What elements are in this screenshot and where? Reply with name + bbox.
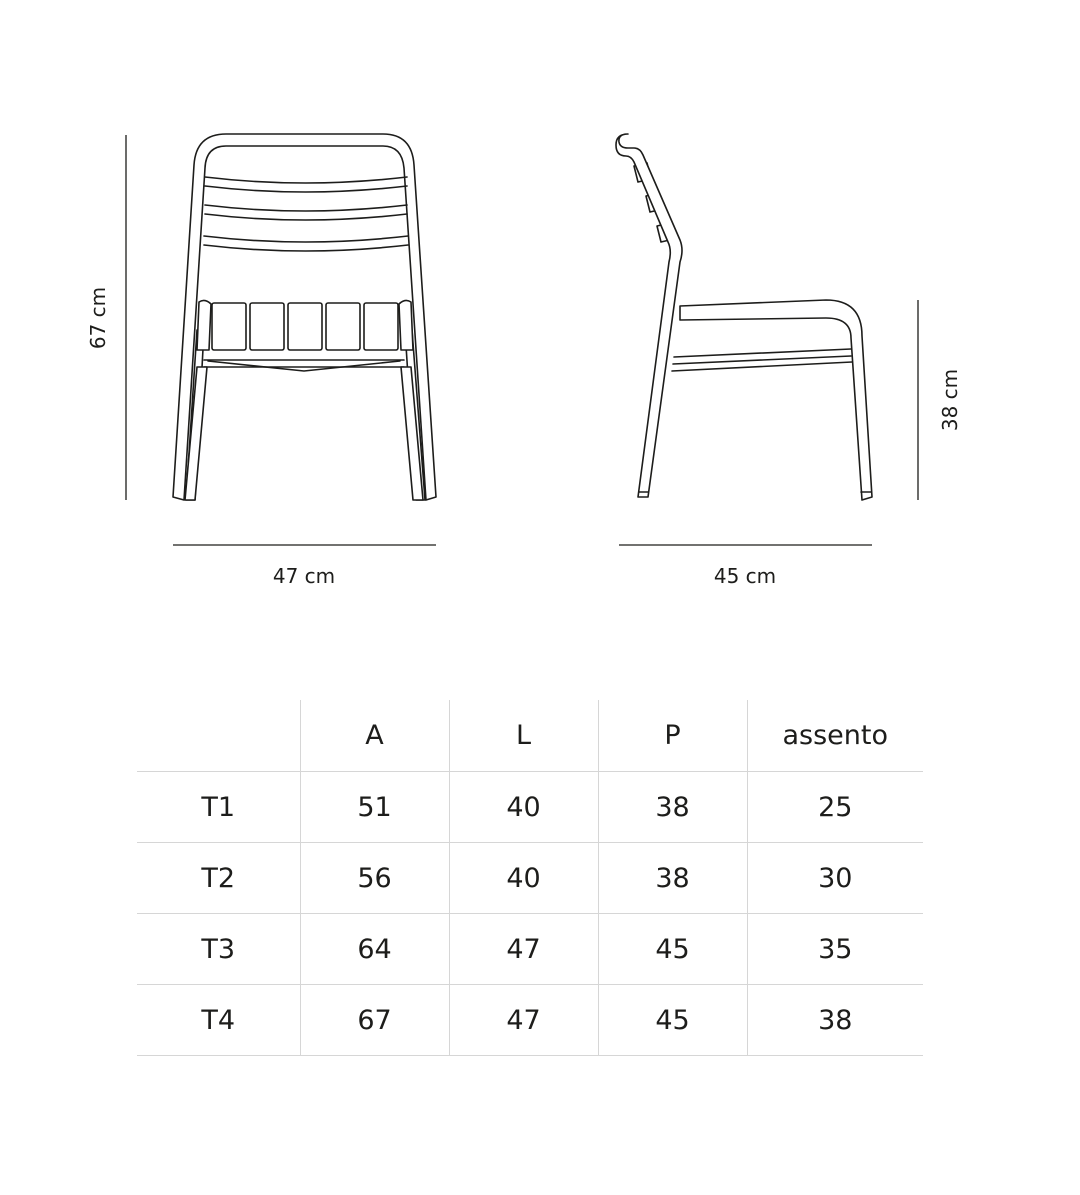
- header-cell-assento: assento: [747, 700, 923, 772]
- table-cell: 38: [598, 772, 747, 843]
- side-chair-drawing: [616, 134, 872, 500]
- table-cell: 35: [747, 914, 923, 985]
- front-height-label: 67 cm: [86, 286, 110, 350]
- table-cell: 30: [747, 843, 923, 914]
- header-cell-empty: [137, 700, 300, 772]
- row-label: T3: [137, 914, 300, 985]
- front-view: [86, 134, 436, 588]
- table-cell: 51: [300, 772, 449, 843]
- table-row: [137, 985, 923, 1056]
- table-cell: 40: [449, 843, 598, 914]
- table-cell: 25: [747, 772, 923, 843]
- side-view: [616, 134, 962, 588]
- table-cell: 67: [300, 985, 449, 1056]
- table-row: [137, 843, 923, 914]
- row-label: T4: [137, 985, 300, 1056]
- table-cell: 47: [449, 985, 598, 1056]
- table-cell: 45: [598, 985, 747, 1056]
- front-width-label: 47 cm: [272, 564, 336, 588]
- table-cell: 45: [598, 914, 747, 985]
- table-cell: 47: [449, 914, 598, 985]
- size-table: [137, 700, 923, 1056]
- side-height-label: 38 cm: [938, 368, 962, 432]
- header-cell-p: P: [598, 700, 747, 772]
- front-chair-drawing: [173, 134, 436, 500]
- table-cell: 38: [598, 843, 747, 914]
- table-cell: 64: [300, 914, 449, 985]
- side-depth-label: 45 cm: [713, 564, 777, 588]
- table-cell: 56: [300, 843, 449, 914]
- table-cell: 40: [449, 772, 598, 843]
- table-row: [137, 914, 923, 985]
- header-cell-a: A: [300, 700, 449, 772]
- table-row: [137, 772, 923, 843]
- table-cell: 38: [747, 985, 923, 1056]
- header-cell-l: L: [449, 700, 598, 772]
- table-header-row: [137, 700, 923, 772]
- row-label: T1: [137, 772, 300, 843]
- row-label: T2: [137, 843, 300, 914]
